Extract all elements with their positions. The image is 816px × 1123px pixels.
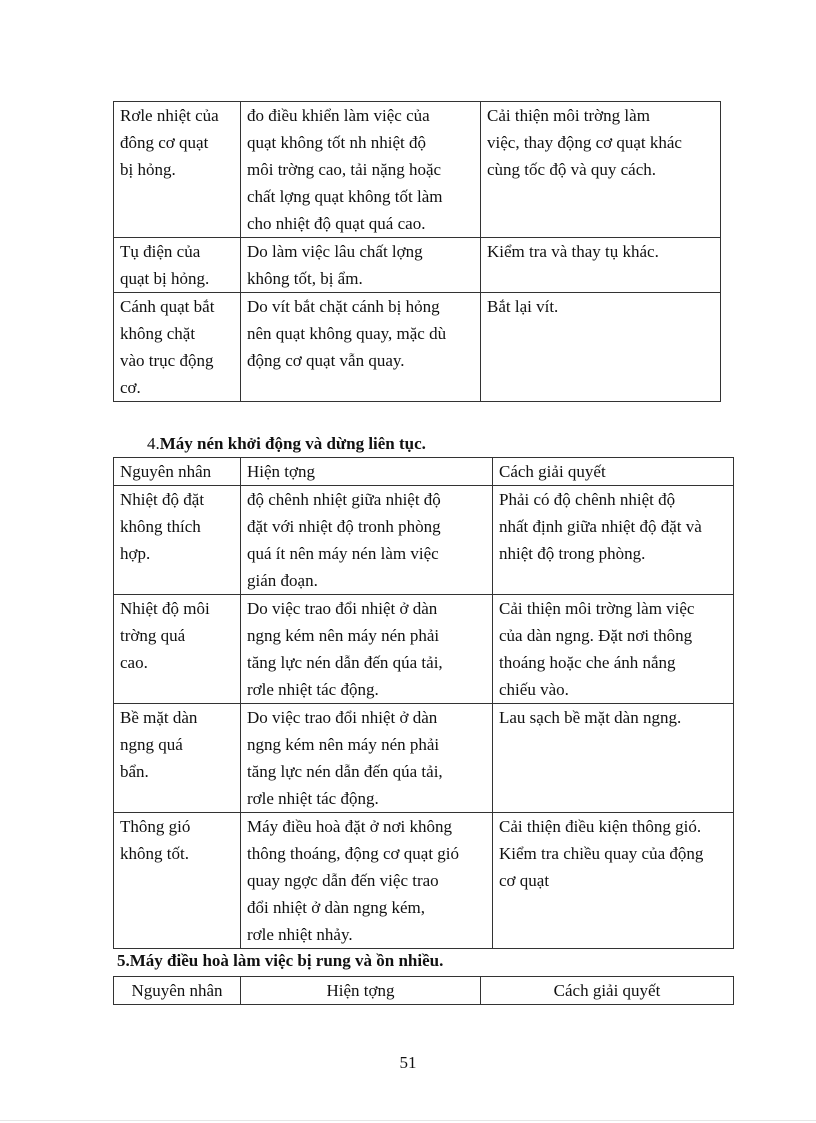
symptom-cell: Do vít bắt chặt cánh bị hỏng nên quạt không quay, mặc dù động cơ quạt vẫn quay. <box>241 293 481 402</box>
cause-cell: Rơle nhiệt của đông cơ quạt bị hỏng. <box>114 102 241 238</box>
symptom-cell: đo điều khiển làm việc của quạt không tốt nh nhiệt độ môi trờng cao, tải nặng hoặc chất lợng quạt không tốt làm cho nhiệt độ quạt quá cao. <box>241 102 481 238</box>
column-header: Hiện tợng <box>241 458 493 486</box>
column-header: Nguyên nhân <box>114 977 241 1005</box>
solution-cell: Phải có độ chênh nhiệt độ nhất định giữa nhiệt độ đặt và nhiệt độ trong phòng. <box>493 486 734 595</box>
page-bottom-rule <box>0 1120 816 1121</box>
page-number: 51 <box>399 1053 417 1072</box>
symptom-cell: Do làm việc lâu chất lợng không tốt, bị ẩm. <box>241 238 481 293</box>
solution-cell: Kiểm tra và thay tụ khác. <box>481 238 721 293</box>
table-header-row <box>114 977 734 1005</box>
cause-cell: Nhiệt độ đặt không thích hợp. <box>114 486 241 595</box>
troubleshooting-table-vibration <box>113 976 734 1005</box>
solution-cell: Bắt lại vít. <box>481 293 721 402</box>
section-4-heading <box>147 433 426 455</box>
column-header: Nguyên nhân <box>114 458 241 486</box>
solution-cell: Cải thiện môi trờng làm việc của dàn ngng. Đặt nơi thông thoáng hoặc che ánh nắng chiếu vào. <box>493 595 734 704</box>
solution-cell: Cải thiện điều kiện thông gió. Kiểm tra chiều quay của động cơ quạt <box>493 813 734 949</box>
table-row <box>114 595 734 704</box>
symptom-cell: độ chênh nhiệt giữa nhiệt độ đặt với nhiệt độ tronh phòng quá ít nên máy nén làm việc gián đoạn. <box>241 486 493 595</box>
symptom-cell: Máy điều hoà đặt ở nơi không thông thoáng, động cơ quạt gió quay ngợc dẫn đến việc trao đổi nhiệt ở dàn ngng kém, rơle nhiệt nhảy. <box>241 813 493 949</box>
table-row <box>114 486 734 595</box>
cause-cell: Tụ điện của quạt bị hỏng. <box>114 238 241 293</box>
cause-cell: Nhiệt độ môi trờng quá cao. <box>114 595 241 704</box>
section-title: Máy nén khởi động và dừng liên tục. <box>159 434 426 453</box>
symptom-cell: Do việc trao đổi nhiệt ở dàn ngng kém nên máy nén phải tăng lực nén dẫn đến qúa tải, rơle nhiệt tác động. <box>241 704 493 813</box>
troubleshooting-table-compressor <box>113 457 734 949</box>
column-header: Cách giải quyết <box>481 977 734 1005</box>
table-row <box>114 102 721 238</box>
cause-cell: Bề mặt dàn ngng quá bẩn. <box>114 704 241 813</box>
section-number: 4. <box>147 434 160 453</box>
column-header: Cách giải quyết <box>493 458 734 486</box>
cause-cell: Thông gió không tốt. <box>114 813 241 949</box>
troubleshooting-table-fan <box>113 101 721 402</box>
section-5-heading: 5.Máy điều hoà làm việc bị rung và ồn nhiều. <box>117 951 444 970</box>
cause-cell: Cánh quạt bắt không chặt vào trục động cơ. <box>114 293 241 402</box>
table-row <box>114 293 721 402</box>
table-row <box>114 813 734 949</box>
solution-cell: Lau sạch bề mặt dàn ngng. <box>493 704 734 813</box>
symptom-cell: Do việc trao đổi nhiệt ở dàn ngng kém nên máy nén phải tăng lực nén dẫn đến qúa tải, rơle nhiệt tác động. <box>241 595 493 704</box>
solution-cell: Cải thiện môi trờng làm việc, thay động cơ quạt khác cùng tốc độ và quy cách. <box>481 102 721 238</box>
column-header: Hiện tợng <box>241 977 481 1005</box>
table-row <box>114 238 721 293</box>
table-row <box>114 704 734 813</box>
table-header-row <box>114 458 734 486</box>
